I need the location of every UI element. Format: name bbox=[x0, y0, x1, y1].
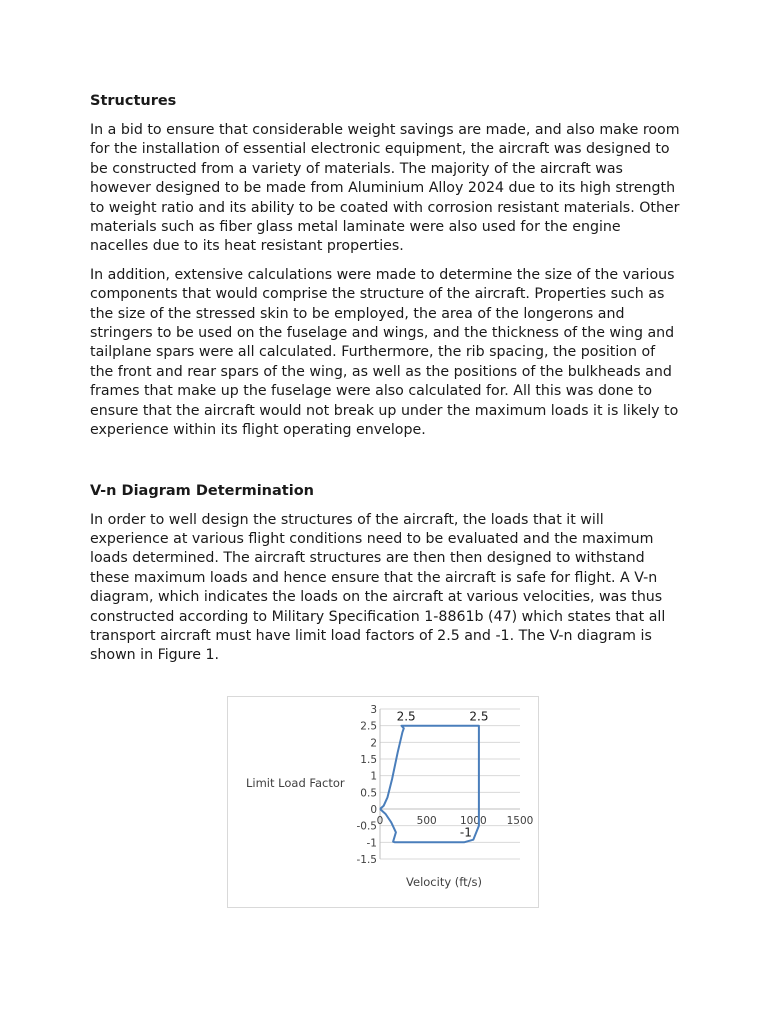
x-tick-label: 1000 bbox=[459, 815, 487, 827]
chart-canvas bbox=[228, 697, 540, 909]
y-axis-title: Limit Load Factor bbox=[246, 776, 345, 790]
y-tick-label: 2.5 bbox=[360, 720, 377, 733]
data-label: -1 bbox=[459, 825, 472, 840]
y-tick-label: -1 bbox=[366, 837, 377, 850]
x-tick-label: 500 bbox=[416, 815, 437, 827]
y-tick-label: 0 bbox=[370, 804, 377, 816]
paragraph: In order to well design the structures of the aircraft, the loads that it will experience at various flight conditions need to be evaluated and the maximum loads determined. The aircraft structures are then then designed to withstand these maximum loads and hence ensure that the aircraft is safe for flight. A V-n diagram, which indicates the loads on the aircraft at various velocities, was thus constructed according to Military Specification 1-8861b (47) which states that all transport aircraft must have limit load factors of 2.5 and -1. The V-n diagram is shown in Figure 1. bbox=[90, 511, 666, 664]
paragraph: In addition, extensive calculations were made to determine the size of the various components that would comprise the structure of the aircraft. Properties such as the size of the stressed skin to be employed, the area of the longerons and stringers to be used on the fuselage and wings, and the thickness of the wing and tailplane spars were all calculated. Furthermore, the rib spacing, the position of the front and rear spars of the wing, as well as the positions of the bulkheads and frames that make up the fuselage were also calculated for. All this was done to ensure that the aircraft would not break up under the maximum loads it is likely to experience within its flight operating envelope. bbox=[90, 266, 679, 439]
paragraph: In a bid to ensure that considerable weight savings are made, and also make room for the installation of essential electronic equipment, the aircraft was designed to be constructed from a variety of materials. The majority of the aircraft was however designed to be made from Aluminium Alloy 2024 due to its high strength to weight ratio and its ability to be coated with corrosion resistant materials. Other materials such as fiber glass metal laminate were also used for the engine nacelles due to its heat resistant properties. bbox=[90, 122, 680, 255]
y-tick-label: 2 bbox=[370, 737, 377, 750]
y-tick-label: -0.5 bbox=[356, 820, 377, 833]
vn-diagram-chart bbox=[227, 696, 539, 908]
section-vn-diagram bbox=[90, 480, 680, 666]
y-tick-label: 3 bbox=[370, 704, 377, 716]
document-body bbox=[90, 90, 680, 675]
x-axis-title: Velocity (ft/s) bbox=[406, 875, 482, 889]
section-heading: Structures bbox=[90, 93, 177, 109]
y-tick-label: 0.5 bbox=[360, 787, 377, 800]
section-structures bbox=[90, 90, 680, 441]
x-tick-label: 0 bbox=[376, 815, 384, 827]
data-label: 2.5 bbox=[396, 709, 416, 724]
data-label: 2.5 bbox=[469, 709, 489, 724]
section-heading: V-n Diagram Determination bbox=[90, 482, 314, 499]
y-tick-label: 1.5 bbox=[360, 754, 377, 766]
y-tick-label: -1.5 bbox=[356, 854, 377, 866]
y-tick-label: 1 bbox=[370, 770, 377, 783]
x-tick-label: 1500 bbox=[506, 815, 534, 827]
